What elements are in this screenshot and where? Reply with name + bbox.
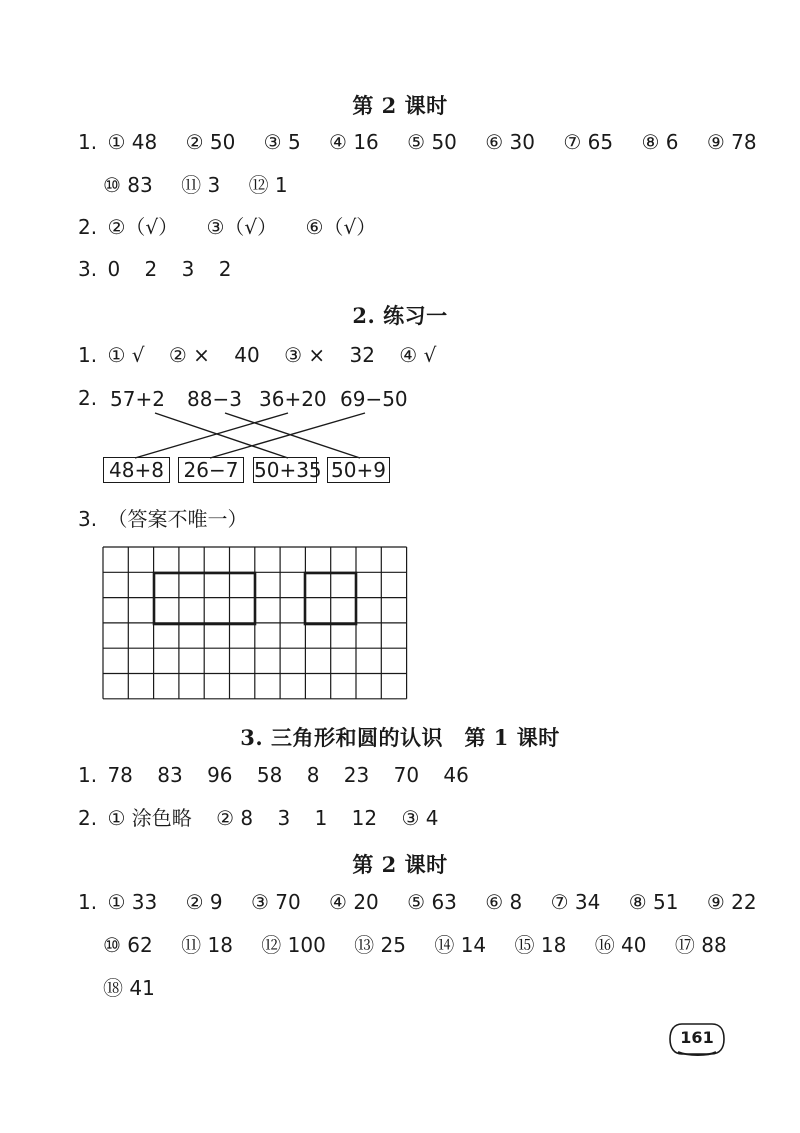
answer-item: 12 [351,806,378,830]
answer-item: ① √ [107,343,145,367]
section-title-triangle-circle: 3. 三角形和圆的认识 第 1 课时 [240,725,560,750]
question-number: 1. [78,763,98,787]
answer-item: ⑥ 8 [485,890,523,914]
answer-item: 23 [343,763,370,787]
answer-item: ⑫ 1 [248,173,288,197]
answer-item: ④ √ [399,343,437,367]
answer-item: ⑤ 63 [407,890,457,914]
answer-item: ③ 70 [250,890,301,914]
answer-item: 2 [218,257,232,281]
answer-item: 1 [314,806,328,830]
question-number: 1. [78,343,98,367]
answer-item: ⑱ 41 [103,976,155,1000]
s4-q1-row2 [103,930,727,960]
answer-item: ⑥（√） [305,215,377,239]
answer-item: ③ 4 [401,806,439,830]
expr-box-2: 26−7 [178,457,244,483]
answer-item: ⑩ 62 [103,933,153,957]
answer-item: ⑧ 51 [628,890,679,914]
answer-item: 96 [207,763,233,787]
answer-item: 58 [256,763,283,787]
answer-item: 8 [306,763,320,787]
answer-item: ③（√） [206,215,278,239]
answer-item: ②（√） [107,215,179,239]
answer-item: ① 涂色略 [107,806,192,830]
answer-item: ⑦ 34 [550,890,601,914]
answer-item: 0 [107,257,121,281]
answer-item: ⑨ 78 [706,130,757,154]
answer-item: ⑮ 18 [514,933,567,957]
answer-item: ② 8 [216,806,254,830]
question-number: 2. [78,215,98,239]
answer-item: ① 33 [107,890,158,914]
expr-box-3: 50+35 [254,458,322,482]
answer-item: 2 [144,257,158,281]
answer-item: 3 [277,806,291,830]
section-title-lesson-2: 第 2 课时 [352,93,448,118]
expr-box-1: 48+8 [103,457,170,483]
answer-item: ⑰ 88 [674,933,727,957]
answer-item: ⑥ 30 [485,130,536,154]
answer-item: 40 [234,343,260,367]
s3-q2 [78,803,457,833]
answer-item: ③ × [284,343,326,367]
note-text: （答案不唯一） [107,507,248,531]
question-number: 3. [78,507,98,531]
answer-item: ⑪ 3 [181,173,221,197]
answer-item: ③ 5 [263,130,301,154]
answer-item: ⑦ 65 [563,130,614,154]
answer-item: 78 [107,763,133,787]
answer-item: ② 50 [185,130,236,154]
expr-box-4: 50+9 [327,457,390,483]
answer-item: ⑧ 6 [641,130,679,154]
answer-item: ⑬ 25 [354,933,406,957]
expr-top-2: 88−3 [187,387,242,411]
expr-top-4: 69−50 [340,387,408,411]
answer-item: ⑯ 40 [594,933,647,957]
expr-top-1: 57+2 [110,387,165,411]
answer-item: ⑩ 83 [103,173,153,197]
answer-item: ④ 20 [329,890,379,914]
question-number: 1. [78,130,98,154]
s3-q1 [78,760,487,790]
page-number: 161 [680,1028,714,1047]
answer-item: ⑨ 22 [706,890,757,914]
answer-item: ④ 16 [329,130,379,154]
answer-item: 46 [443,763,469,787]
answer-item: ⑭ 14 [434,933,487,957]
question-number: 3. [78,257,98,281]
answer-item: ① 48 [107,130,158,154]
answer-item: 32 [349,343,375,367]
answer-item: ② 9 [185,890,223,914]
answer-item: ⑤ 50 [407,130,457,154]
answer-item: 3 [181,257,195,281]
s4-q1-row3 [103,973,155,1003]
question-number: 1. [78,890,98,914]
s4-q1-row1 [78,887,757,917]
answer-item: ⑪ 18 [181,933,233,957]
section-title-practice-1: 2. 练习一 [352,303,448,328]
question-number: 2. [78,806,98,830]
question-number: 2. [78,386,98,410]
answer-item: ② × [168,343,210,367]
section-title-lesson-2b: 第 2 课时 [352,852,448,877]
answer-item: 70 [393,763,420,787]
answer-item: 83 [157,763,183,787]
answer-item: ⑫ 100 [261,933,326,957]
expr-top-3: 36+20 [259,387,327,411]
